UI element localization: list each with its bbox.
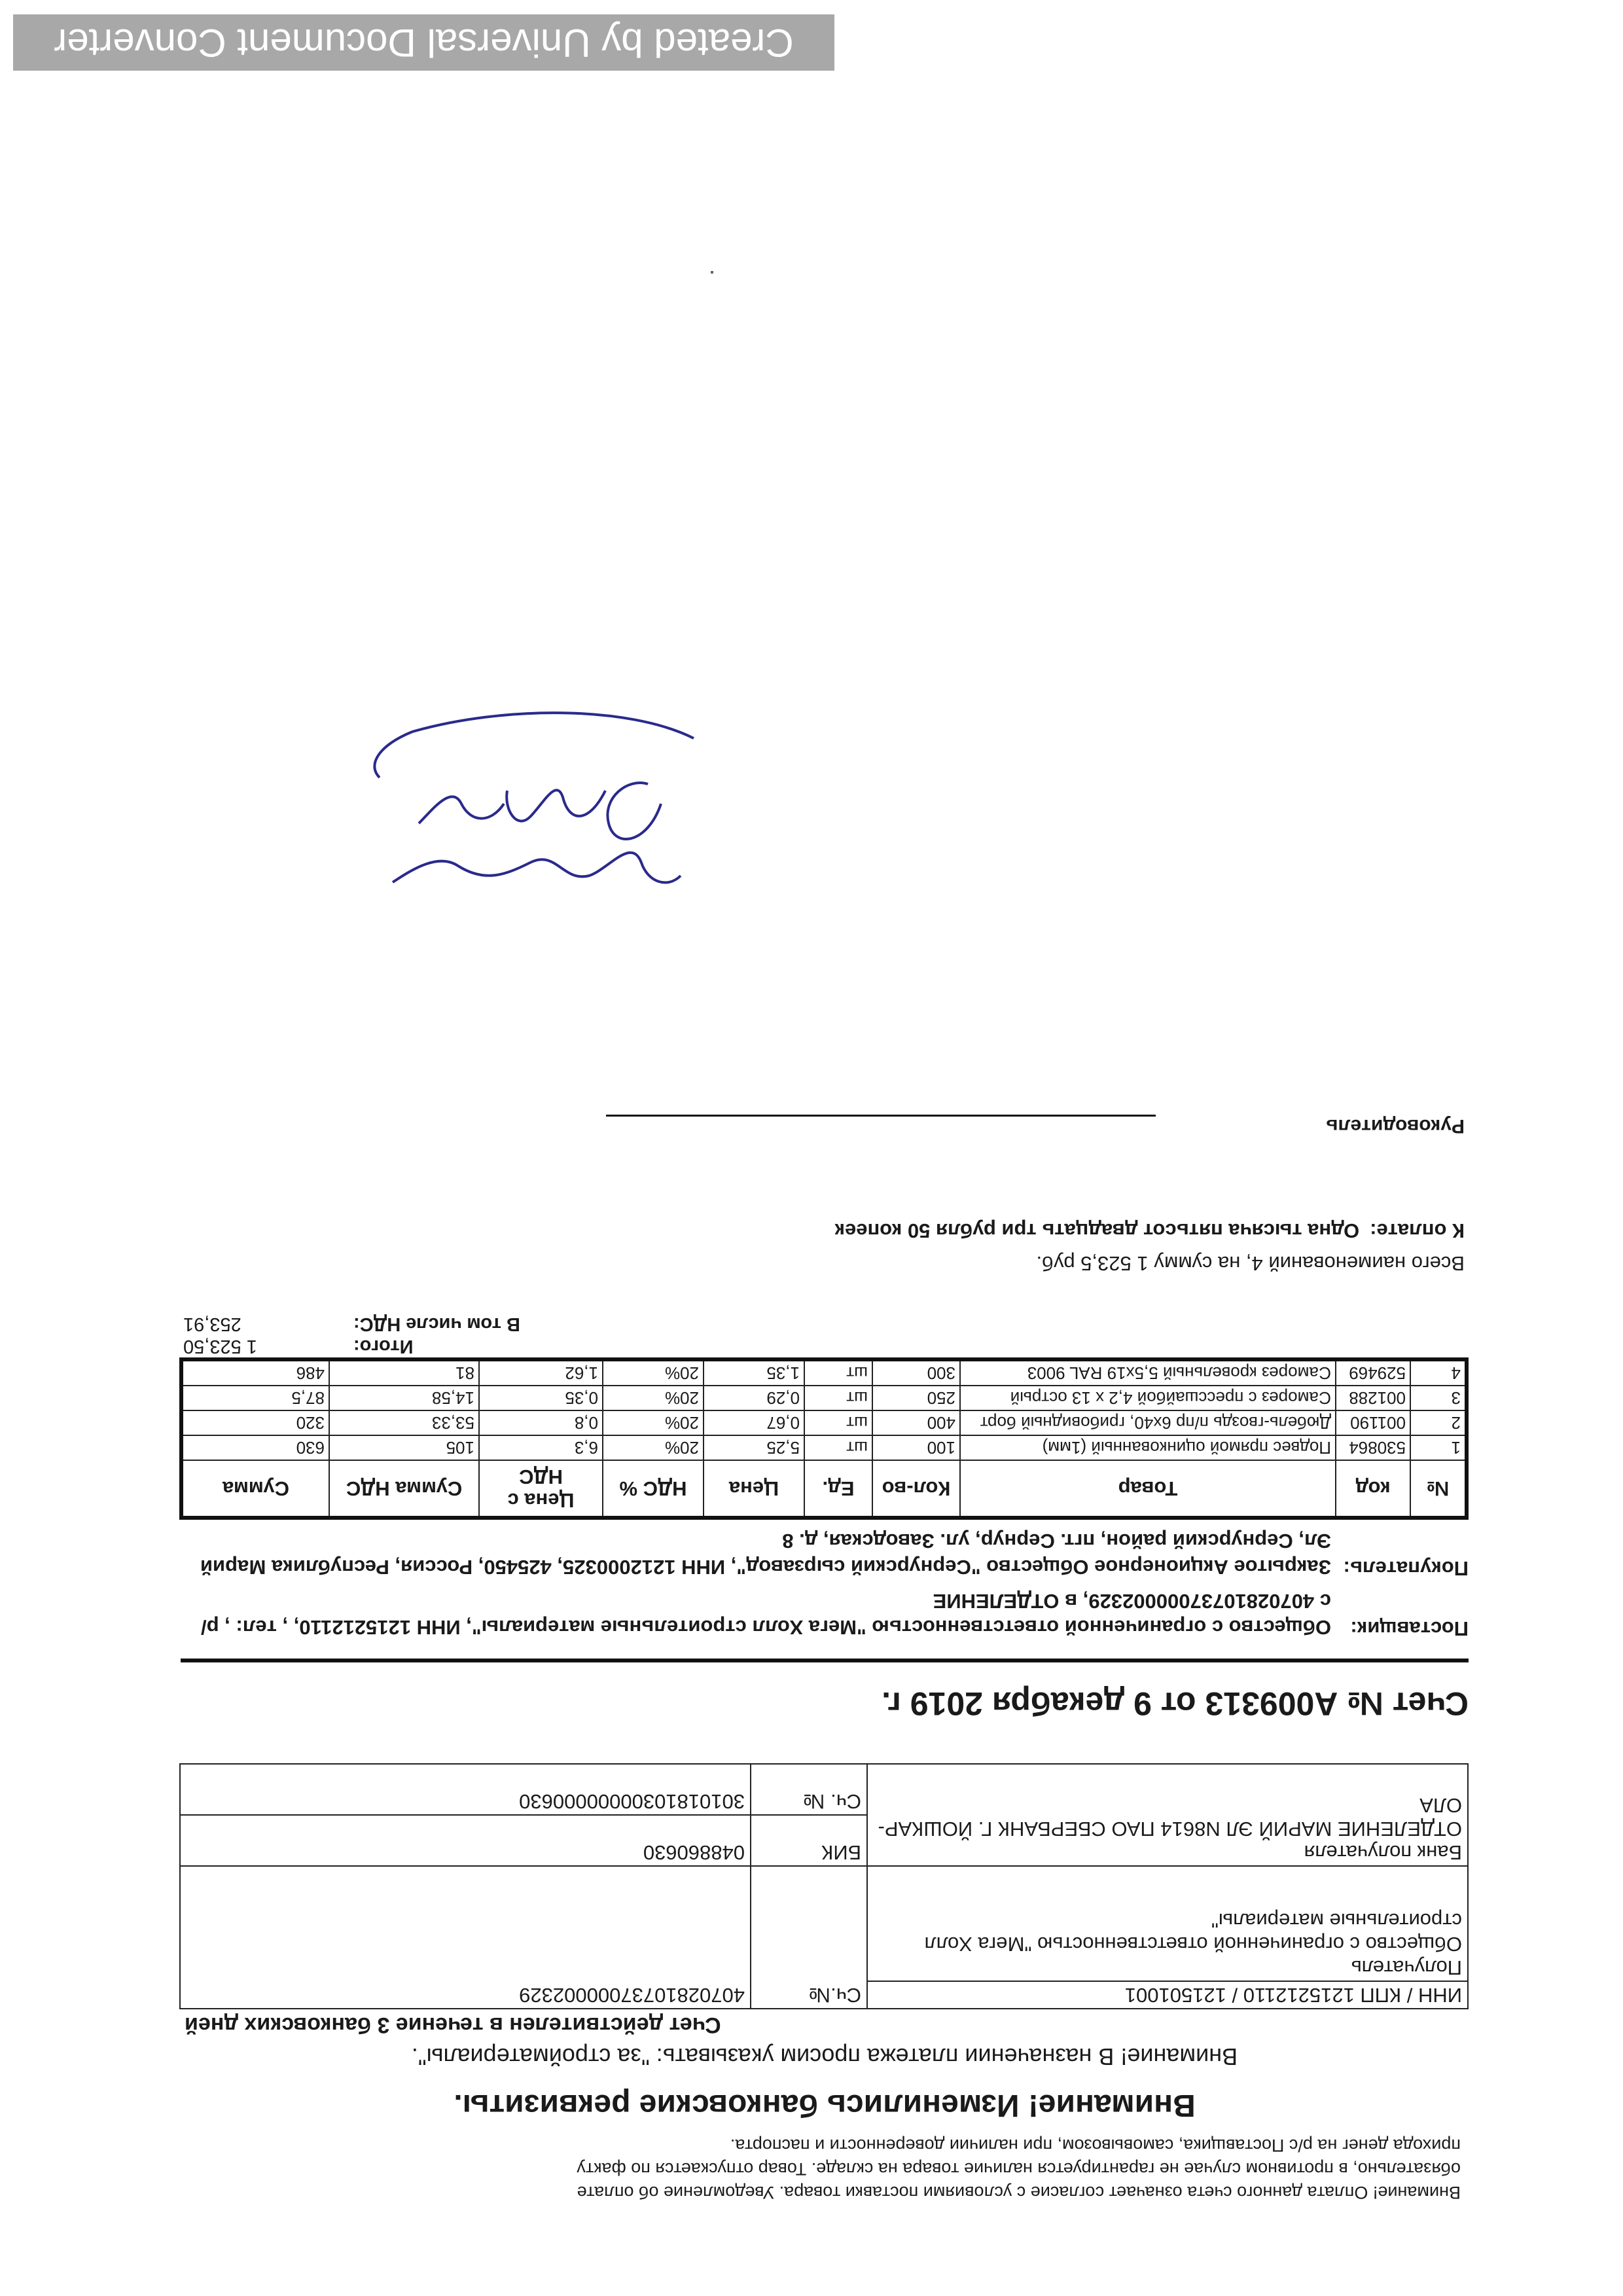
cell-price-with-vat: 0,8 [479, 1410, 603, 1435]
cell-code: 529469 [1336, 1359, 1410, 1386]
account-label: Сч.№ [751, 1981, 867, 2009]
account-number: 40702810737000002329 [180, 1981, 751, 2009]
cell-price: 1,35 [704, 1359, 804, 1386]
cell-product: Саморез кровельный 5,5х19 RAL 9003 [960, 1359, 1336, 1386]
cell-code: 001190 [1336, 1410, 1410, 1435]
recipient-label: Получатель [1351, 1956, 1462, 1979]
total-label: Итого: [353, 1336, 414, 1357]
cell-number: 4 [1410, 1359, 1467, 1386]
cell-code: 001288 [1336, 1386, 1410, 1410]
cell-price-with-vat: 0,35 [479, 1386, 603, 1410]
scan-speck [711, 271, 713, 274]
invoice-title: Счет № А009313 от 9 декабря 2019 г. [882, 1685, 1469, 1722]
cell-code: 530864 [1336, 1435, 1410, 1460]
cell-product: Подвес прямой оцинкованный (1мм) [960, 1435, 1336, 1460]
supplier-text: Общество с ограниченной ответственностью "Мега Холл строительные материалы", ИНН 1215212110, , тел: , р/с 40702810737000002329, в ОТДЕЛЕНИЕ [201, 1590, 1331, 1639]
cell-price: 5,25 [704, 1435, 804, 1460]
cell-price: 0,29 [704, 1386, 804, 1410]
director-signature-block [177, 1115, 1465, 1143]
recipient-name: Общество с ограниченной ответственностью "Мега Холл строительные материалы" [924, 1909, 1462, 1956]
bik-value: 048860630 [180, 1815, 751, 1866]
items-header-row [181, 1460, 1467, 1518]
col-price: Цена [704, 1460, 804, 1518]
cell-product: Дюбель-гвоздь п/пр 6х40, грибовидный борт [960, 1410, 1336, 1435]
handwritten-signature [353, 706, 720, 902]
items-table [179, 1357, 1469, 1520]
bik-label: БИК [751, 1815, 867, 1866]
cell-vat-rate: 20% [603, 1410, 704, 1435]
bank-name: ОТДЕЛЕНИЕ МАРИЙ ЭЛ N8614 ПАО СБЕРБАНК Г. ЙОШКАР-ОЛА [878, 1794, 1462, 1840]
inn-kpp: ИНН / КПП 1215212110 / 121501001 [867, 1981, 1468, 2009]
cell-sum: 87,5 [181, 1386, 329, 1410]
bank-label: Банк получателя [1304, 1841, 1462, 1864]
buyer-text: Закрытое Акционерное Общество "Сернурский сырзавод", ИНН 1212000325, 425450, Россия, Республика Марий Эл, Сернурский район, пгт. Сернур, ул. Заводская, д. 8 [200, 1530, 1331, 1579]
notice-line: Внимание! Оплата данного счета означает согласие с условиями поставки товара. Уведомление об оплате [577, 2183, 1461, 2202]
cell-vat-sum: 105 [329, 1435, 479, 1460]
notice-line: обязательно, в противном случае не гарантируется наличие товара на складе. Товар отпускается по факту [577, 2159, 1461, 2179]
director-label: Руководитель [1326, 1115, 1465, 1137]
cell-unit: шт [804, 1410, 872, 1435]
title-rule [181, 1659, 1469, 1662]
cell-number: 1 [1410, 1435, 1467, 1460]
col-vat-rate: НДС % [603, 1460, 704, 1518]
items-summary: Всего наименований 4, на сумму 1 523,5 руб. [1036, 1252, 1465, 1275]
col-vat-sum: Сумма НДС [329, 1460, 479, 1518]
col-qty: Кол-во [872, 1460, 960, 1518]
payment-purpose-note: Внимание! В назначении платежа просим указывать: "за стройматериалы". [411, 2043, 1238, 2070]
corr-label: Сч. № [751, 1764, 867, 1815]
cell-unit: шт [804, 1386, 872, 1410]
buyer-label: Покупатель: [1343, 1557, 1469, 1580]
cell-vat-sum: 53,33 [329, 1410, 479, 1435]
cell-qty: 100 [872, 1435, 960, 1460]
cell-vat-sum: 14,58 [329, 1386, 479, 1410]
col-price-with-vat: Цена с НДС [479, 1460, 603, 1518]
cell-qty: 250 [872, 1386, 960, 1410]
buyer-block [177, 1528, 1472, 1580]
bank-change-heading: Внимание! Изменились банковские реквизиты. [454, 2088, 1196, 2123]
col-product: Товар [960, 1460, 1336, 1518]
cell-sum: 630 [181, 1435, 329, 1460]
col-unit: Ед. [804, 1460, 872, 1518]
cell-sum: 320 [181, 1410, 329, 1435]
total-value: 1 523,50 [183, 1336, 257, 1357]
payment-notice [177, 2134, 1461, 2204]
amount-in-words [177, 1219, 1465, 1242]
to-pay-text: Одна тысяча пятьсот двадцать три рубля 50 копеек [834, 1219, 1360, 1242]
validity-note: Счет действителен в течение 3 банковских дней [185, 2013, 721, 2037]
bank-cell [867, 1764, 1468, 1866]
cell-vat-rate: 20% [603, 1435, 704, 1460]
cell-price-with-vat: 1,62 [479, 1359, 603, 1386]
cell-number: 3 [1410, 1386, 1467, 1410]
cell-qty: 300 [872, 1359, 960, 1386]
bank-details-table [179, 1763, 1469, 2009]
cell-unit: шт [804, 1435, 872, 1460]
cell-vat-rate: 20% [603, 1359, 704, 1386]
cell-vat-sum: 81 [329, 1359, 479, 1386]
vat-total-label: В том числе НДС: [353, 1314, 520, 1335]
cell-unit: шт [804, 1359, 872, 1386]
vat-total-row [179, 1313, 1469, 1335]
cell-number: 2 [1410, 1410, 1467, 1435]
cell-qty: 400 [872, 1410, 960, 1435]
totals-block [179, 1313, 1469, 1357]
recipient-cell [867, 1866, 1468, 1981]
total-row [179, 1335, 1469, 1357]
cell-product: Саморез с прессшайбой 4,2 х 13 острый [960, 1386, 1336, 1410]
table-row [181, 1435, 1467, 1460]
table-row [181, 1359, 1467, 1386]
converter-watermark: Created by Universal Document Converter [13, 14, 834, 71]
supplier-block [177, 1588, 1472, 1640]
cell-sum: 486 [181, 1359, 329, 1386]
vat-total-value: 253,91 [183, 1314, 241, 1335]
signature-line [606, 1115, 1156, 1143]
invoice-document [177, 1115, 1472, 2204]
table-row [181, 1410, 1467, 1435]
cell-price: 0,67 [704, 1410, 804, 1435]
to-pay-label: К оплате: [1370, 1219, 1465, 1242]
corr-account: 30101810300000000630 [180, 1764, 751, 1815]
table-row [181, 1386, 1467, 1410]
notice-line: прихода денег на р/с Поставщика, самовывозом, при наличии доверенности и паспорта. [730, 2136, 1461, 2155]
col-number: № [1410, 1460, 1467, 1518]
cell-price-with-vat: 6,3 [479, 1435, 603, 1460]
col-sum: Сумма [181, 1460, 329, 1518]
col-code: код [1336, 1460, 1410, 1518]
supplier-label: Поставщик: [1350, 1617, 1469, 1640]
cell-vat-rate: 20% [603, 1386, 704, 1410]
